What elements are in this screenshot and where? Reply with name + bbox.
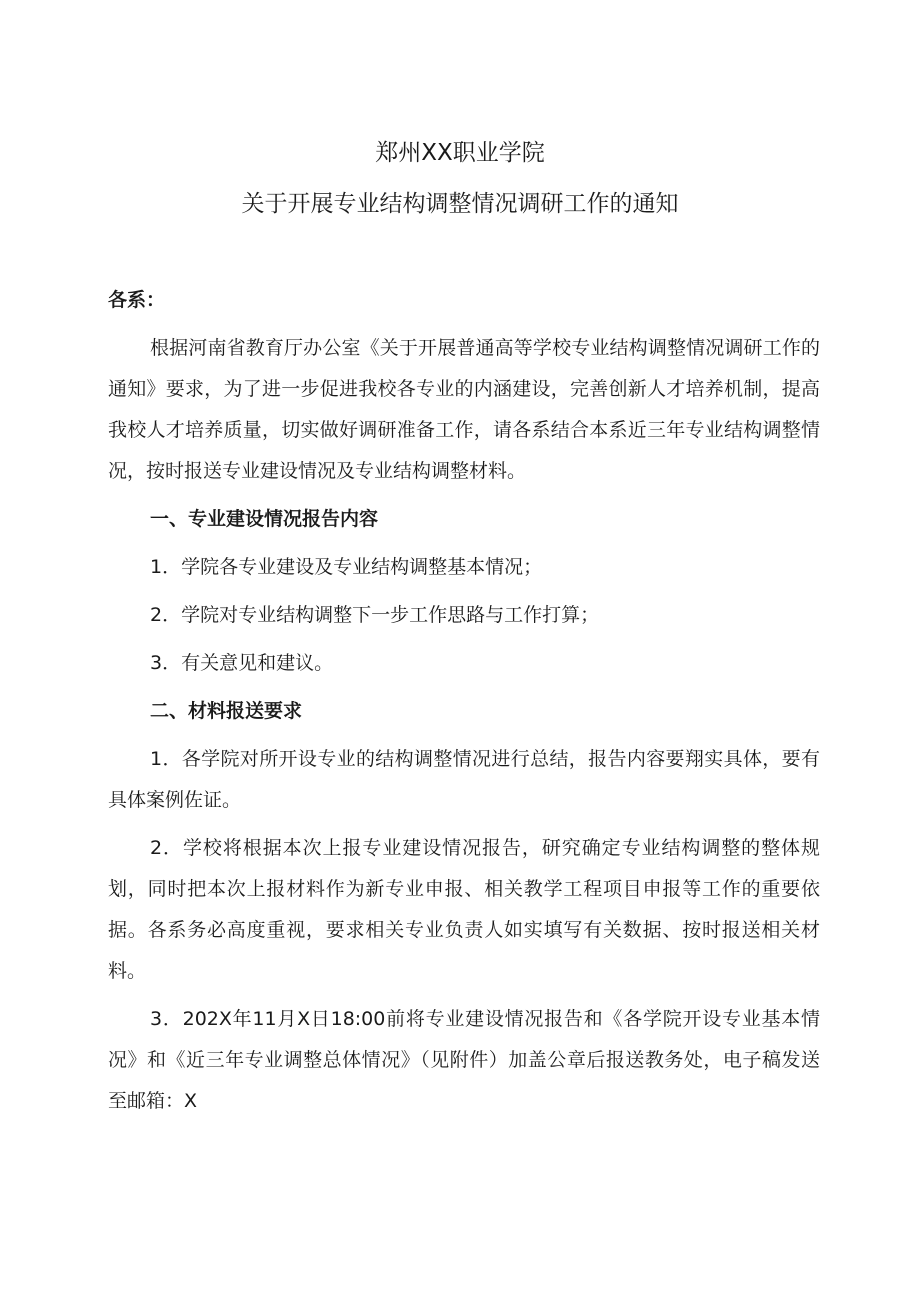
section2-item-2: 2．学校将根据本次上报专业建设情况报告，研究确定专业结构调整的整体规划，同时把本次上报材料作为新专业申报、相关教学工程项目申报等工作的重要依据。各系务必高度重视，要求相关专业负责人如实填写有关数据、按时报送相关材料。 bbox=[108, 837, 820, 982]
document-body bbox=[108, 280, 820, 1129]
salutation: 各系： bbox=[108, 289, 166, 311]
document-title-line1: 郑州XX职业学院 bbox=[375, 140, 545, 166]
section2-item-3: 3．202X年11月X日18:00前将专业建设情况报告和《各学院开设专业基本情况》和《近三年专业调整总体情况》（见附件）加盖公章后报送教务处，电子稿发送至邮箱：X bbox=[108, 1008, 820, 1112]
section1-item-1: 1．学院各专业建设及专业结构调整基本情况； bbox=[150, 556, 543, 578]
intro-paragraph: 根据河南省教育厅办公室《关于开展普通高等学校专业结构调整情况调研工作的通知》要求，为了进一步促进我校各专业的内涵建设，完善创新人才培养机制，提高我校人才培养质量，切实做好调研准备工作，请各系结合本系近三年专业结构调整情况，按时报送专业建设情况及专业结构调整材料。 bbox=[108, 337, 820, 482]
section1-item-2: 2．学院对专业结构调整下一步工作思路与工作打算； bbox=[150, 604, 600, 626]
document-title-line2: 关于开展专业结构调整情况调研工作的通知 bbox=[241, 191, 679, 217]
section1-heading: 一、专业建设情况报告内容 bbox=[150, 508, 379, 530]
section2-item-1: 1．各学院对所开设专业的结构调整情况进行总结，报告内容要翔实具体，要有具体案例佐证。 bbox=[108, 748, 820, 811]
section2-heading: 二、材料报送要求 bbox=[150, 700, 303, 722]
section1-item-3: 3．有关意见和建议。 bbox=[150, 652, 334, 674]
